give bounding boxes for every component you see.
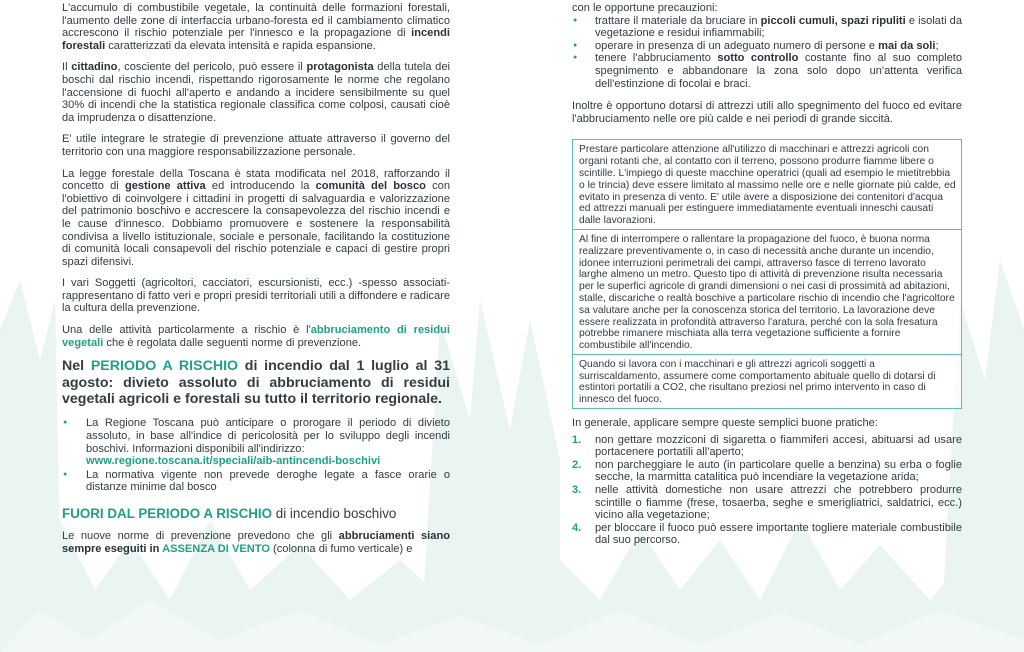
list-text: non parcheggiare le auto (in particolare quelle a benzina) su erba o foglie secche, la marmitta catalitica può incendiare la vegetazione arida; [595, 458, 962, 484]
info-boxes [572, 139, 962, 409]
paragraph-citizen: Il cittadino, cosciente del pericolo, può essere il protagonista della tutela dei boschi dal rischio incendi, rispettando rigorosamente le norme che regolano l'accensione di fuochi all'aperto e andando a incidere sensibilmente su quel 30% di incendi che la statistica regionale classifica come colposi, causati cioè da imprudenza o disattenzione. [62, 61, 450, 124]
general-practices-intro: In generale, applicare sempre queste semplici buone pratiche: [572, 417, 878, 430]
outside-risk-period-heading: FUORI DAL PERIODO A RISCHIO di incendio boschivo [62, 506, 397, 522]
paragraph-tools: Inoltre è opportuno dotarsi di attrezzi utili allo spegnimento del fuoco ed evitare l'abbruciamento nelle ore più calde e nei periodi di grande siccità. [572, 100, 962, 125]
list-item [572, 484, 962, 522]
paragraph-intro: L'accumulo di combustibile vegetale, la continuità delle formazioni forestali, l'aumento delle zone di interfaccia urbano-foresta ed il cambiamento climatico accrescono il rischio potenziale per l'innesco e la propagazione di incendi forestali caratterizzati da elevata intensità e rapida espansione. [62, 2, 450, 52]
risk-period-heading: Nel PERIODO A RISCHIO di incendio dal 1 luglio al 31 agosto: divieto assoluto di abbruciamento di residui vegetali agricoli e forestali su tutto il territorio regionale. [62, 358, 451, 408]
list-number: 2. [572, 458, 582, 471]
risk-period-bullets [62, 417, 450, 494]
paragraph-subjects: I vari Soggetti (agricoltori, cacciatori, escursionisti, ecc.) -spesso associati- rappresentano di fatto veri e propri presidi territoriali utili a diffondere e radicare la cultura della prevenzione. [62, 277, 450, 315]
list-number: 1. [572, 433, 582, 446]
info-box-machinery: Prestare particolare attenzione all'utilizzo di macchinari e attrezzi agricoli con organi rotanti che, al contatto con il terreno, possono produrre fiamme libere o scintille. L'impiego di queste macchine operatrici (quali ad esempio le mietitrebbia o le trincia) deve essere limitato al massimo nelle ore e nelle giornate più calde, ed evitato in presenza di vento. E' utile avere a disposizione dei contenitori d'acqua ed attrezzi manuali per estinguere immediatamente eventuali inneschi causati dalle lavorazioni. [572, 139, 962, 230]
list-item: ● La normativa vigente non prevede deroghe legate a fasce orarie o distanze minime dal bosco [62, 469, 450, 494]
list-item: ● trattare il materiale da bruciare in piccoli cumuli, spazi ripuliti e isolati da vegetazione e residui infiammabili; [572, 15, 962, 40]
list-text: non gettare mozziconi di sigaretta o fiammiferi accesi, abituarsi ad usare portacenere portatili all'aperto; [595, 433, 962, 459]
precautions-list [572, 15, 962, 91]
paragraph-burning-activity: Una delle attività particolarmente a rischio è l'abbruciamento di residui vegetali che è regolata dalle seguenti norme di prevenzione. [62, 324, 450, 349]
list-text: per bloccare il fuoco può essere importante togliere materiale combustibile dal suo percorso. [595, 521, 962, 547]
list-number: 4. [572, 521, 582, 534]
paragraph-strategies: E' utile integrare le strategie di prevenzione attuate attraverso il governo del territorio con una maggiore responsabilizzazione personale. [62, 133, 450, 158]
list-item [572, 522, 962, 547]
list-item [572, 459, 962, 484]
info-box-firebreaks: Al fine di interrompere o rallentare la propagazione del fuoco, è buona norma realizzare preventivamente o, in caso di necessità anche durante un incendio, idonee interruzioni perimetrali dei campi, attraverso fasce di terreno lavorato larghe almeno un metro. Questo tipo di attività di prevenzione risulta necessaria per le superfici agricole di grandi dimensioni o nei casi di prossimità ad abitazioni, stalle, discariche o realtà boschive a particolare rischio di incendio che l'agricoltore sa valutare anche per la conoscenza storica del territorio. La lavorazione deve essere realizzata in profondità attraverso l'aratura, perché con la sola fresatura potrebbe rimanere mischiata alla terra vegetazione sufficiente a fornire combustibile all'incendio. [572, 230, 962, 355]
paragraph-forest-law: La legge forestale della Toscana è stata modificata nel 2018, rafforzando il concetto di gestione attiva ed introducendo la comunità del bosco con l'obiettivo di coinvolgere i cittadini in progetti di salvaguardia e valorizzazione del patrimonio boschivo e accrescere la consapevolezza del rischio incendi e le cause d'innesco. Dobbiamo promuovere e sostenere la responsabilità condivisa a livello istituzionale, sociale e personale, facilitando la costituzione di comunità locali consapevoli del rischio potenziale e capaci di gestire propri spazi difensivi. [62, 167, 451, 268]
list-item: ● La Regione Toscana può anticipare o prorogare il periodo di divieto assoluto, in base all'indice di pericolosità per lo sviluppo degli incendi boschivi. Informazioni disponibili all'indirizzo: www.regione.toscana.it/speciali/aib-antincendi-boschivi [62, 417, 450, 467]
list-text: nelle attività domestiche non usare attrezzi che potrebbero produrre scintille o fiamme (frese, tosaerba, seghe e smerigliatrici, saldatrici, ecc.) vicino alla vegetazione; [595, 484, 962, 522]
list-item [572, 434, 962, 459]
list-number: 3. [572, 484, 582, 497]
list-item: ● operare in presenza di un adeguato numero di persone e mai da soli; [572, 40, 962, 53]
right-column [572, 2, 962, 547]
practices-list [572, 434, 962, 547]
precautions-intro: con le opportune precauzioni: [572, 2, 718, 14]
region-website-link[interactable]: www.regione.toscana.it/speciali/aib-antincendi-boschivi [86, 455, 381, 468]
list-item: ● tenere l'abbruciamento sotto controllo costante fino al suo completo spegnimento e abbandonare la zona solo dopo un'attenta verifica dell'estinzione di focolai e braci. [572, 52, 962, 90]
paragraph-new-rules: Le nuove norme di prevenzione prevedono che gli abbruciamenti siano sempre eseguiti in ASSENZA DI VENTO (colonna di fumo verticale) e [62, 530, 450, 555]
info-box-extinguishers: Quando si lavora con i macchinari e gli attrezzi agricoli soggetti a surriscaldamento, assumere come comportamento abituale quello di dotarsi di estintori portatili a CO2, che risultano preziosi nel primo intervento in caso di innesco del fuoco. [572, 355, 962, 409]
left-column [62, 2, 450, 564]
